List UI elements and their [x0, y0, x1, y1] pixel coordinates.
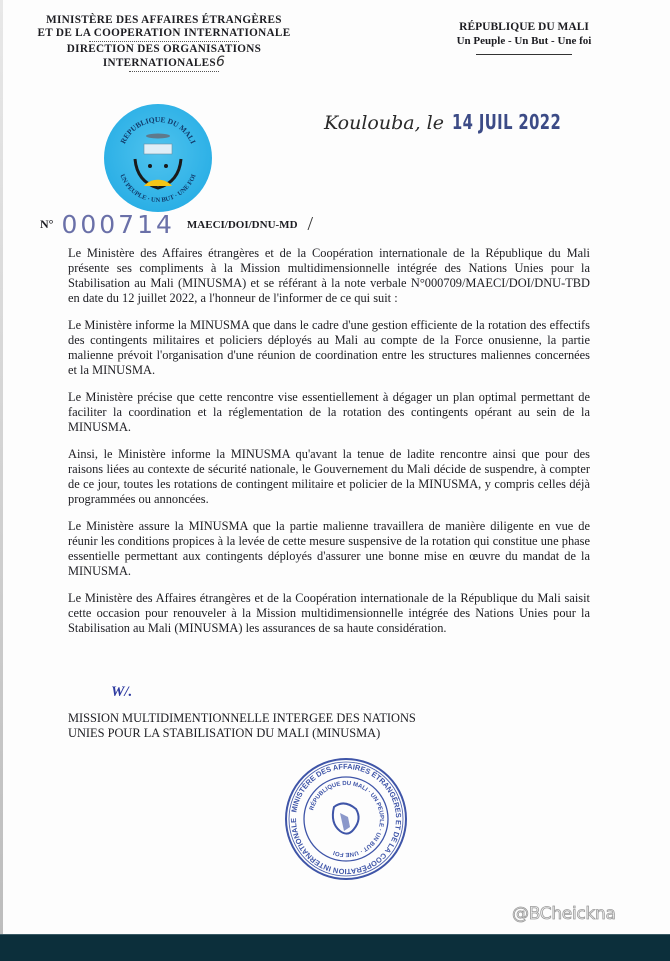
- social-media-watermark: @BCheickna: [512, 904, 616, 924]
- direction-line-1: DIRECTION DES ORGANISATIONS: [66, 43, 262, 55]
- ministry-official-seal: [282, 755, 410, 883]
- emblem-sun: [144, 180, 172, 186]
- country-name: RÉPUBLIQUE DU MALI: [459, 21, 589, 33]
- direction-line-2-text: INTERNATIONALES: [102, 57, 216, 69]
- direction-line-2: [14, 56, 314, 70]
- handwritten-initial: 6: [215, 54, 226, 70]
- paragraph-assurance: Le Ministère assure la MINUSMA que la partie malienne travaillera de manière diligente en vue de réunir les conditions propices à la levée de cette mesure suspensive de la rotation qui constitue une phase essentielle permettant aux contingents déployés d'assurer une bonne mise en œuvre du mandat de la MINUSMA.: [68, 519, 590, 578]
- addressee-line-1: MISSION MULTIDIMENTIONNELLE INTERGEE DES NATIONS: [68, 711, 416, 725]
- ministry-line-2: ET DE LA COOPERATION INTERNATIONALE: [37, 27, 291, 39]
- national-motto: Un Peuple - Un But - Une foi: [456, 35, 592, 47]
- page-edge-shadow: [0, 0, 3, 934]
- paragraph-closing: Le Ministère des Affaires étrangères et de la Coopération internationale de la République du Mali saisit cette occasion pour renouveler à la Mission multidimensionnelle intégrée des Nations Unies pour la Stabilisation au Mali (MINUSMA) les assurances de sa haute considération.: [68, 591, 590, 635]
- letter-body: [68, 246, 590, 648]
- seal-center-figure: [340, 813, 350, 831]
- reference-number-label: N°: [40, 217, 54, 231]
- republic-header: [434, 20, 614, 55]
- place-label: Koulouba, le: [324, 112, 445, 134]
- emblem-arrow-right: [164, 164, 168, 168]
- emblem-graphic: [104, 104, 212, 212]
- motto-underline: [476, 54, 572, 55]
- paragraph-intro: Le Ministère des Affaires étrangères et de la Coopération internationale de la République du Mali présente ses compliments à la Mission multidimensionnelle intégrée des Nations Unies pour la Stabilisation au Mali (MINUSMA) et se référant à la note verbale N°000709/MAECI/DOI/DNU-TBD en date du 12 juillet 2022, a l'honneur de l'informer de ce qui suit :: [68, 246, 590, 305]
- mali-coat-of-arms-emblem: [104, 104, 212, 212]
- addressee-line-2: UNIES POUR LA STABILISATION DU MALI (MINUSMA): [68, 726, 381, 740]
- seal-graphic: [282, 755, 410, 883]
- reference-slash: /: [307, 213, 314, 235]
- paragraph-suspension: Ainsi, le Ministère informe la MINUSMA qu'avant la tenue de ladite rencontre ainsi que pour des raisons liées au contexte de sécurité nationale, le Gouvernement du Mali décide de suspendre, à compter de ce jour, toutes les rotations de contingent militaire et policier de la MINUSMA, y compris celles déjà programmées ou annoncées.: [68, 447, 590, 506]
- emblem-dove: [146, 134, 170, 139]
- emblem-bottom-text: UN PEUPLE · UN BUT · UNE FOI: [118, 173, 198, 205]
- emblem-arrow-left: [148, 164, 152, 168]
- viewer-bottom-bar: [0, 934, 670, 961]
- reference-code: MAECI/DOI/DNU-MD: [186, 218, 298, 231]
- emblem-top-text: REPUBLIQUE DU MALI: [118, 114, 198, 146]
- handwritten-initials: W/.: [111, 684, 133, 700]
- seal-outer-text: MINISTÈRE DES AFFAIRES ÉTRANGÈRES ET DE LA COOPÉRATION INTERNATIONALE: [288, 761, 404, 877]
- ministry-line-1: MINISTÈRE DES AFFAIRES ÉTRANGÈRES: [46, 14, 282, 26]
- date-stamp: 14 JUIL 2022: [452, 110, 562, 134]
- seal-inner-text: RÉPUBLIQUE DU MALI · UN PEUPLE · UN BUT · UNE FOI: [309, 780, 385, 858]
- header-dotted-rule-2: [129, 71, 219, 72]
- header-dotted-rule: [89, 41, 239, 42]
- emblem-mosque: [144, 144, 172, 154]
- addressee-block: [68, 711, 416, 741]
- paragraph-meeting-purpose: Le Ministère précise que cette rencontre vise essentiellement à dégager un plan optimal permettant de faciliter la coordination et la réglementation de la rotation des contingents opérant au sein de la MINUSMA.: [68, 390, 590, 434]
- reference-number: 000714: [61, 210, 175, 239]
- ministry-header: [14, 14, 314, 72]
- paragraph-coordination-meeting: Le Ministère informe la MINUSMA que dans le cadre d'une gestion efficiente de la rotation des effectifs des contingents militaires et policiers déployés au Mali au compte de la Force onusienne, la partie malienne prévoit l'organisation d'une réunion de coordination entre les structures maliennes concernées et la MINUSMA.: [68, 318, 590, 377]
- reference-line: [40, 210, 313, 239]
